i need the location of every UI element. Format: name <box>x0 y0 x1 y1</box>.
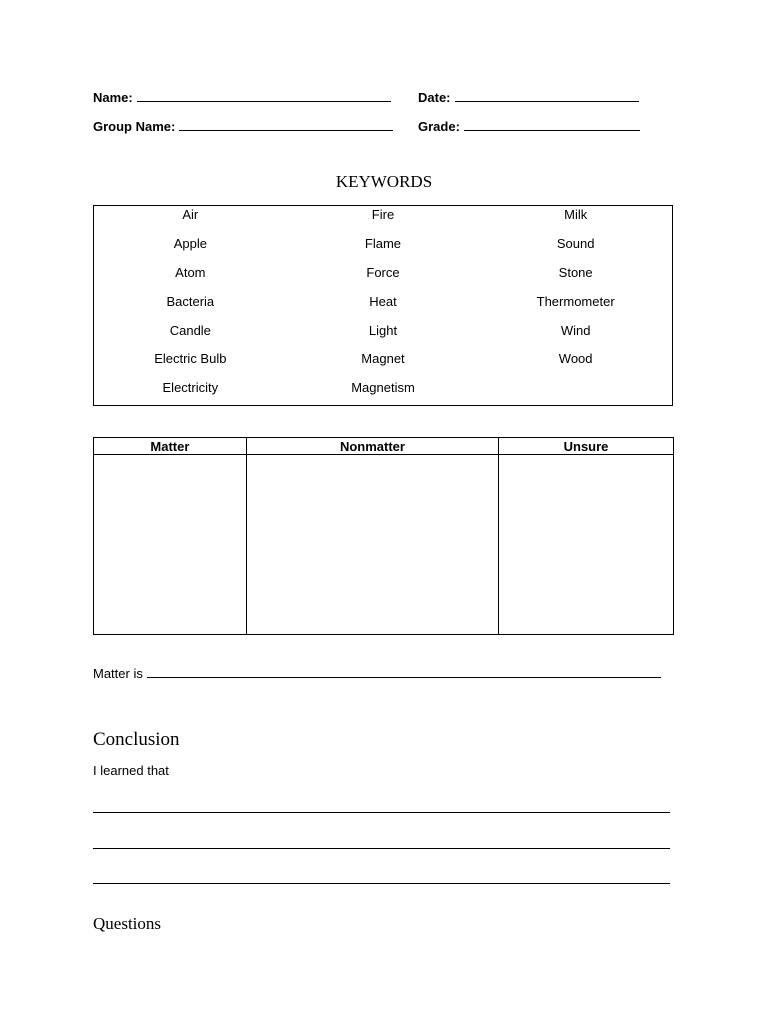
grade-label: Grade: <box>418 119 460 134</box>
keywords-title: KEYWORDS <box>335 172 433 191</box>
sorting-table-header-row <box>94 438 674 455</box>
keyword-item: Thermometer <box>536 293 615 309</box>
matter-is-field[interactable] <box>93 665 661 683</box>
keywords-box <box>93 205 673 406</box>
name-label: Name: <box>93 90 133 105</box>
keyword-item: Electricity <box>162 380 219 396</box>
unsure-cell[interactable] <box>499 455 674 635</box>
matter-column-header: Matter <box>94 438 247 455</box>
date-blank[interactable] <box>455 89 639 102</box>
keyword-item: Milk <box>564 207 588 222</box>
keyword-item: Heat <box>369 293 397 309</box>
sorting-table <box>93 437 674 635</box>
questions-title: Questions <box>93 914 161 933</box>
matter-cell[interactable] <box>94 455 247 635</box>
date-field[interactable] <box>418 89 639 107</box>
keyword-item: Fire <box>371 207 395 222</box>
keyword-item: Candle <box>169 322 211 338</box>
unsure-column-header: Unsure <box>499 438 674 455</box>
answer-line-3[interactable] <box>93 883 670 884</box>
matter-is-blank[interactable] <box>147 665 661 678</box>
keyword-item: Stone <box>558 264 593 280</box>
name-blank[interactable] <box>137 89 391 102</box>
keyword-item: Electric Bulb <box>154 351 227 367</box>
date-label: Date: <box>418 90 451 105</box>
grade-blank[interactable] <box>464 118 640 131</box>
matter-is-label: Matter is <box>93 666 143 681</box>
keyword-item: Flame <box>364 235 402 251</box>
keyword-item: Air <box>182 207 199 222</box>
keyword-item: Magnet <box>361 351 405 367</box>
group-name-blank[interactable] <box>179 118 393 131</box>
keyword-item: Apple <box>173 235 207 251</box>
nonmatter-column-header: Nonmatter <box>246 438 498 455</box>
keyword-item: Wind <box>560 322 591 338</box>
conclusion-title: Conclusion <box>93 729 180 750</box>
keyword-item: Wood <box>558 351 593 367</box>
grade-field[interactable] <box>418 118 640 136</box>
keyword-item: Light <box>368 322 398 338</box>
name-field[interactable] <box>93 89 391 107</box>
keyword-item: Sound <box>556 235 595 251</box>
keyword-item: Atom <box>175 264 206 280</box>
keyword-item <box>479 379 672 408</box>
keyword-item: Force <box>366 264 400 280</box>
keyword-item: Bacteria <box>166 293 215 309</box>
answer-line-2[interactable] <box>93 848 670 849</box>
group-name-field[interactable] <box>93 118 393 136</box>
sorting-table-row <box>94 455 674 635</box>
group-name-label: Group Name: <box>93 119 176 134</box>
nonmatter-cell[interactable] <box>246 455 498 635</box>
answer-line-1[interactable] <box>93 812 670 813</box>
keyword-item: Magnetism <box>351 380 415 396</box>
conclusion-prompt: I learned that <box>93 763 169 778</box>
